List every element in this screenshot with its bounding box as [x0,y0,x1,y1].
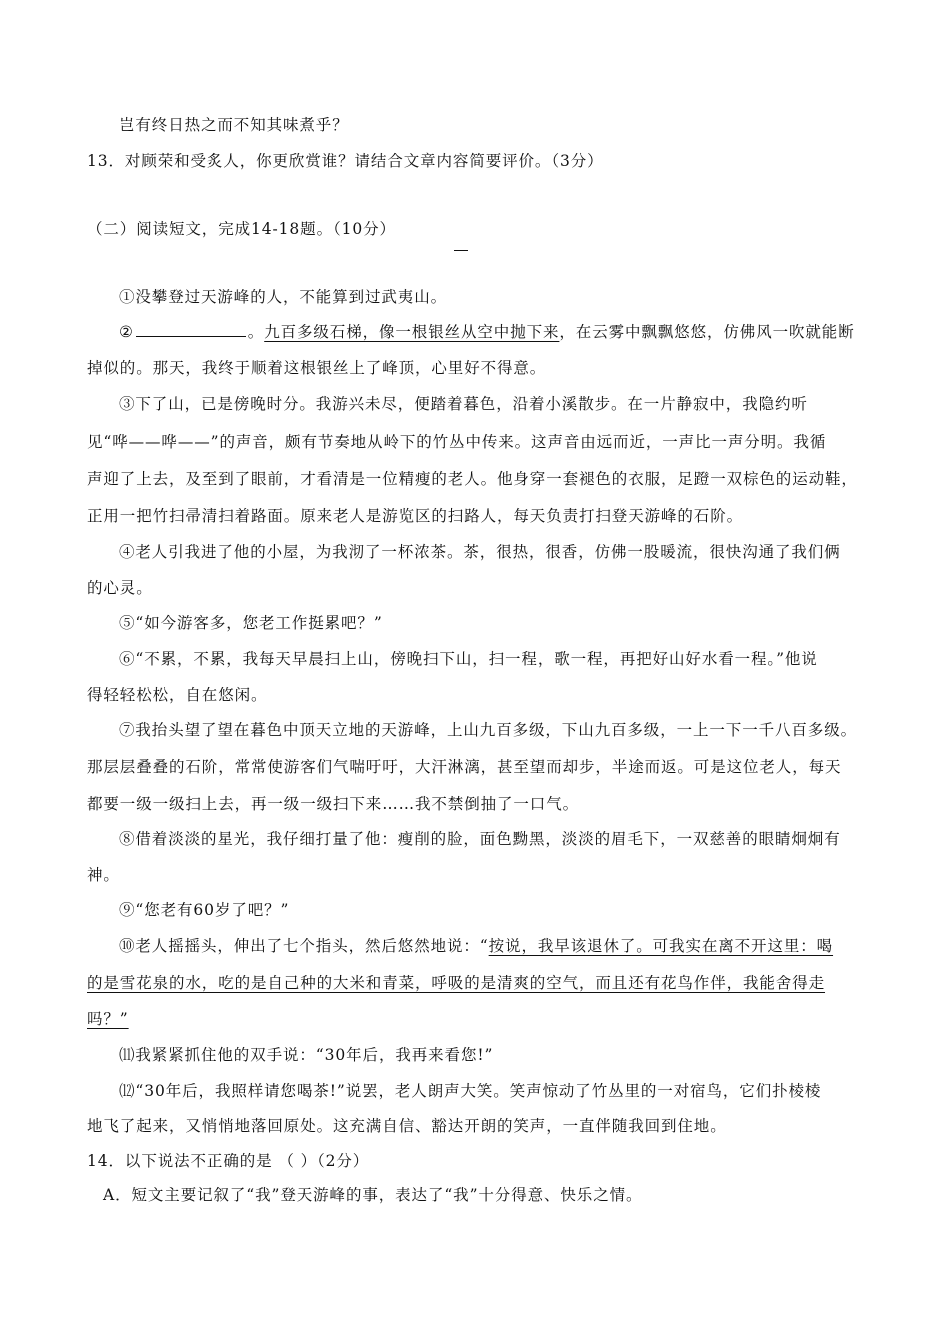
para-3-line-1: ③下了山，已是傍晚时分。我游兴未尽，便踏着暮色，沿着小溪散步。在一片静寂中，我隐约听 [119,395,808,413]
para-4-line-1: ④老人引我进了他的小屋，为我沏了一杯浓茶。茶，很热，很香，仿佛一股暖流，很快沟通了我们俩 [119,543,841,561]
para-2-rest: ，在云雾中飘飘悠悠，仿佛风一吹就能断 [559,323,855,341]
question-14-option-a: A．短文主要记叙了“我”登天游峰的事，表达了“我”十分得意、快乐之情。 [103,1186,643,1204]
para-7-line-3: 都要一级一级扫上去，再一级一级扫下来……我不禁倒抽了一口气。 [87,795,580,813]
para-2-period: 。 [247,323,265,341]
para-9: ⑨“您老有60岁了吧？” [119,901,290,919]
para-10-line-1 [119,935,833,957]
para-10-intro: ⑩老人摇摇头，伸出了七个指头，然后悠然地说：“ [119,937,489,955]
para-2-underlined: 九百多级石梯，像一根银丝从空中抛下来 [264,323,560,341]
para-11: ⑾我紧紧抓住他的双手说：“30年后，我再来看您!” [119,1046,494,1064]
para-6-line-1: ⑥“不累，不累，我每天早晨扫上山，傍晚扫下山，扫一程，歌一程，再把好山好水看一程。”他说 [119,650,818,668]
question-14: 14．以下说法不正确的是 （ ）（2分） [87,1152,370,1170]
question-13: 13．对顾荣和受炙人，你更欣赏谁？请结合文章内容简要评价。（3分） [87,152,604,170]
para-3-line-3: 声迎了上去，及至到了眼前，才看清是一位精瘦的老人。他身穿一套褪色的衣服，足蹬一双棕色的运动鞋， [87,470,858,488]
para-7-line-2: 那层层叠叠的石阶，常常使游客们气喘吁吁，大汗淋漓，甚至望而却步，半途而返。可是这位老人，每天 [87,758,842,776]
line-top: 岂有终日热之而不知其味煮乎？ [119,116,349,134]
para-12-line-1: ⑿“30年后，我照样请您喝茶!”说罢，老人朗声大笑。笑声惊动了竹丛里的一对宿鸟，它们扑棱棱 [119,1082,822,1100]
fill-in-blank [136,322,246,337]
para-1: ①没攀登过天游峰的人，不能算到过武夷山。 [119,288,448,306]
para-8-line-1: ⑧借着淡淡的星光，我仔细打量了他：瘦削的脸，面色黝黑，淡淡的眉毛下，一双慈善的眼睛炯炯有 [119,830,841,848]
para-3-line-2: 见“哗——哗——”的声音，颇有节奏地从岭下的竹丛中传来。这声音由远而近，一声比一声分明。我循 [87,433,827,451]
para-12-line-2: 地飞了起来，又悄悄地落回原处。这充满自信、豁达开朗的笑声，一直伴随我回到住地。 [87,1117,727,1135]
para-2-number: ② [119,323,134,341]
para-10-underlined-start: 按说，我早该退休了。可我实在离不开这里：喝 [488,937,834,955]
para-6-line-2: 得轻轻松松，自在悠闲。 [87,686,268,704]
section-2-heading: （二）阅读短文，完成14-18题。（10分） [87,220,396,238]
para-8-line-2: 神。 [87,866,120,884]
para-4-line-2: 的心灵。 [87,579,153,597]
para-2-line-1 [119,321,855,343]
para-10-line-2: 的是雪花泉的水，吃的是自己种的大米和青菜，呼吸的是清爽的空气，而且还有花鸟作伴，我能舍得走 [87,974,826,992]
title-dash [454,250,468,251]
para-7-line-1: ⑦我抬头望了望在暮色中顶天立地的天游峰，上山九百多级，下山九百多级，一上一下一千八百多级。 [119,721,858,739]
para-10-line-3: 吗？” [87,1010,129,1028]
para-5: ⑤“如今游客多，您老工作挺累吧？” [119,614,383,632]
para-3-line-4: 正用一把竹扫帚清扫着路面。原来老人是游览区的扫路人，每天负责打扫登天游峰的石阶。 [87,507,744,525]
para-2-line-2: 掉似的。那天，我终于顺着这根银丝上了峰顶，心里好不得意。 [87,359,547,377]
